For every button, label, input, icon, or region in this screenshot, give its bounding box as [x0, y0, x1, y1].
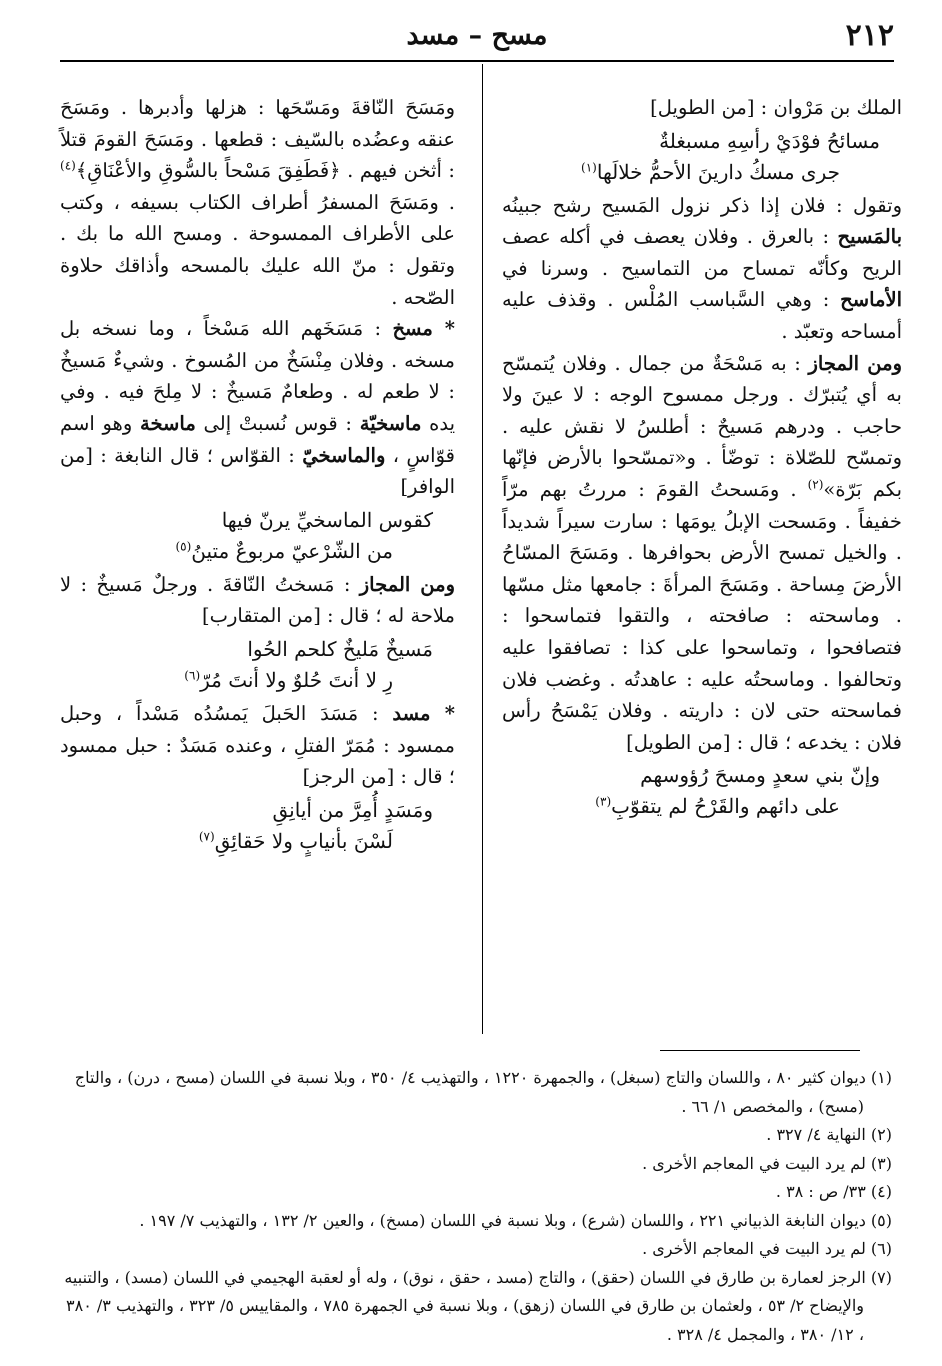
- verse-text: لَسْنَ بأنيابٍ ولا حَقائِقِ: [214, 828, 393, 853]
- verse-text: على دائهم والقَرْحُ لم يتقوّبِ: [611, 794, 840, 819]
- entry-text: . ومَسحتُ القومَ : مررتُ بهم مرّاً خفيفاً . ومَسحت الإبلُ يومَها : سارت سيراً شديداً . والخيل تمسح الأرض بحوافرها . ومَسَحَ المسّاحُ الأرضَ مِساحة . ومَسَحَ المرأةَ : جامعها مثل مسّها . وماسحته : صافحته ، والتقوا فتماسحوا : فتصافحوا ، وتماسحوا على كذا : تصافقوا عليه وتحالفوا . وماسحتُه عليه : عاهدتُه . وغضب فلان فماسحته حتى لان : داريته . وفلان يَمْسَحُ رأس فلان : يخدعه ؛ قال : [من الطويل]: [502, 477, 902, 754]
- headword: والماسخيّ: [302, 443, 386, 467]
- verse-line: كقوس الماسخيِّ يرنّ فيها: [221, 507, 433, 532]
- page-header: [60, 14, 894, 54]
- footnote: (٣) لم يرد البيت في المعاجم الأخرى .: [642, 1153, 892, 1173]
- entry-headword: * مسخ: [392, 317, 455, 341]
- entry-paragraph: [60, 698, 455, 793]
- footnote-ref: (٥): [175, 539, 192, 554]
- verse: [60, 634, 455, 696]
- entry-text: : مَسَخَهم الله مَسْخاً ، وما نسخه بل مسخه . وفلان مِنْسَخٌ من المُسوخ . وشيءٌ مَسيخٌ : لا طعم له . وطعامٌ مَسيخٌ : لا مِلحَ فيه . وفي يده: [60, 317, 456, 435]
- entry-text: : القوّاس ؛ قال النابغة : [من الوافر]: [60, 443, 455, 499]
- footnote-ref: (٣): [595, 794, 612, 809]
- verse: [502, 760, 902, 822]
- entry-paragraph: [502, 190, 902, 348]
- entry-text: : مَسَدَ الحَبلَ يَمسُدُه مَسْداً ، وحبل ممسود : مُمَرّ الفتلِ ، وعنده مَسَدٌ : حبل ممسود ؛ قال : [من الرجز]: [60, 701, 455, 789]
- headword: الأماسح: [840, 288, 902, 312]
- headword: ومن المجاز: [808, 351, 902, 375]
- left-column: [60, 92, 455, 859]
- footnote-ref: (٧): [198, 829, 215, 844]
- page-number: ٢١٢: [845, 18, 894, 53]
- footnote: (٦) لم يرد البيت في المعاجم الأخرى .: [642, 1239, 892, 1258]
- verse: [60, 505, 455, 567]
- verse: [502, 126, 902, 188]
- footnote: (٧) الرجز لعمارة بن طارق في اللسان (حقق) ، والتاج (مسد ، حقق ، نوق) ، وله أو لعقبة الهجيمي في اللسان (مسد) ، والتنبيه والإيضاح ٢/ ٥٣ ، ولعثمان بن طارق في اللسان (زهق) ، وبلا نسبة في الجمهرة ٧٨٥ ، والمقاييس ٥/ ٣٢٣ ، والتهذيب ٣/ ٣٨٠ ، ١٢/ ٣٨٠ ، والمجمل ٤/ ٣٢٨ .: [64, 1267, 892, 1344]
- entry-text: : به مَسْحَةٌ من جمال . وفلان يُتمسّح به أي يُتبرّك . ورجل ممسوح الوجه : لا عينَ ولا حاجب . ودرهم مَسيحٌ : أطلسُ لا نقش عليه . وتمسّح للصّلاة : توضّأ . و«تمسّحوا بالأرض فإنّها بكم بَرّة»: [502, 351, 902, 501]
- footnotes: [60, 1064, 892, 1349]
- entry-paragraph: [60, 92, 455, 313]
- footnote-ref: (٢): [807, 477, 824, 492]
- headword: ومن المجاز: [359, 572, 455, 596]
- verse-line: [524, 791, 880, 822]
- running-head: مسح – مسد: [406, 20, 548, 51]
- verse-line: [82, 536, 433, 567]
- footnote-ref: (١): [581, 159, 597, 174]
- entry-text: : وهي السَّباسب المُلْس . وقذف عليه أمساحه وتعبّد .: [502, 288, 902, 343]
- footnote: (١) ديوان كثير ٨٠ ، واللسان والتاج (سبغل) ، والجمهرة ١٢٢٠ ، والتهذيب ٤/ ٣٥٠ ، وبلا نسبة في اللسان (مسح ، درن) ، والتاج (مسح) ، والمخصص ١/ ٦٦ .: [74, 1068, 892, 1116]
- column-divider: [482, 64, 483, 1034]
- entry-paragraph: [60, 313, 455, 503]
- entry-text: الملك بن مَرْوان : [من الطويل]: [650, 96, 902, 119]
- verse-text: جرى مسكُ دارينَ الأحمُّ خلالَها: [596, 159, 840, 184]
- entry-text: ومَسَحَ النّاقةَ ومَسّحَها : هزلها وأدبرها . ومَسَحَ عنقه وعضُده بالسّيف : قطعها . ومَسَحَ القومَ قتلاً : أثخن فيهم . ﴿فَطَفِقَ مَسْحاً بالسُّوقِ والأعْنَاقِ﴾: [60, 96, 455, 183]
- verse: [60, 795, 455, 857]
- headword: بالمَسيح: [837, 225, 902, 249]
- entry-paragraph: [60, 569, 455, 632]
- footnote: (٢) النهاية ٤/ ٣٢٧ .: [766, 1125, 892, 1144]
- verse-line: [524, 157, 880, 188]
- entry-paragraph: [502, 348, 902, 759]
- verse-line: مَسيخٌ مَليخٌ كلحم الحُوا: [247, 636, 433, 661]
- footnote-ref: (٦): [184, 668, 201, 683]
- header-rule: [60, 60, 894, 62]
- right-column: [502, 92, 902, 824]
- entry-text: . ومَسَحَ المسفرُ أطراف الكتاب بسيفه ، وكتب على الأطراف الممسوحة . ومسح الله ما بك . وتقول : منّ الله عليك بالمسحه وأذاقك حلاوة الصّحه .: [60, 190, 455, 309]
- entry-text: وهو اسم قوّاسٍ ،: [60, 411, 455, 467]
- verse-line: [82, 826, 433, 857]
- verse-line: ومَسَدٍ أُمِرَّ من أيانِقِ: [272, 797, 433, 822]
- verse-text: رِ لا أنتَ حُلوٌ ولا أنتَ مُرّ: [200, 667, 393, 692]
- verse-line: [82, 665, 433, 696]
- verse-line: مسائحُ فوْدَيْ رأسِهِ مسبغلةٌ: [659, 128, 880, 153]
- footnote: (٤) ٣٣/ ص : ٣٨ .: [775, 1182, 892, 1201]
- entry-text: : مَسختُ النّاقةَ . ورجلٌ مَسيخٌ : لا ملاحة له ؛ قال : [من المتقارب]: [60, 572, 455, 628]
- footnote-rule: [660, 1050, 860, 1051]
- entry-text: وتقول : فلان إذا ذكر نزول المَسيح رشح جبينُه: [502, 193, 902, 217]
- entry-text: : قوس نُسبتْ إلى: [195, 411, 360, 435]
- entry-text: : بالعرق . وفلان يعصف في أكله عصف الريح وكأنّه تمساح من التماسيح . وسرنا في: [502, 225, 902, 280]
- verse-line: وإنّ بني سعدٍ ومسحَ رُؤوسهم: [640, 763, 880, 788]
- headword: ماسخيّة: [359, 411, 422, 435]
- entry-headword: * مسد: [392, 701, 455, 725]
- headword: ماسخة: [140, 411, 196, 435]
- footnote-ref: (٤): [60, 158, 76, 173]
- verse-text: من الشّرْعيّ مربوعٌ متينُ: [191, 538, 393, 563]
- footnote: (٥) ديوان النابغة الذبياني ٢٢١ ، واللسان (شرع) ، وبلا نسبة في اللسان (مسخ) ، والعين ٢/ ١٣٢ ، والتهذيب ٧/ ١٩٧ .: [139, 1210, 892, 1230]
